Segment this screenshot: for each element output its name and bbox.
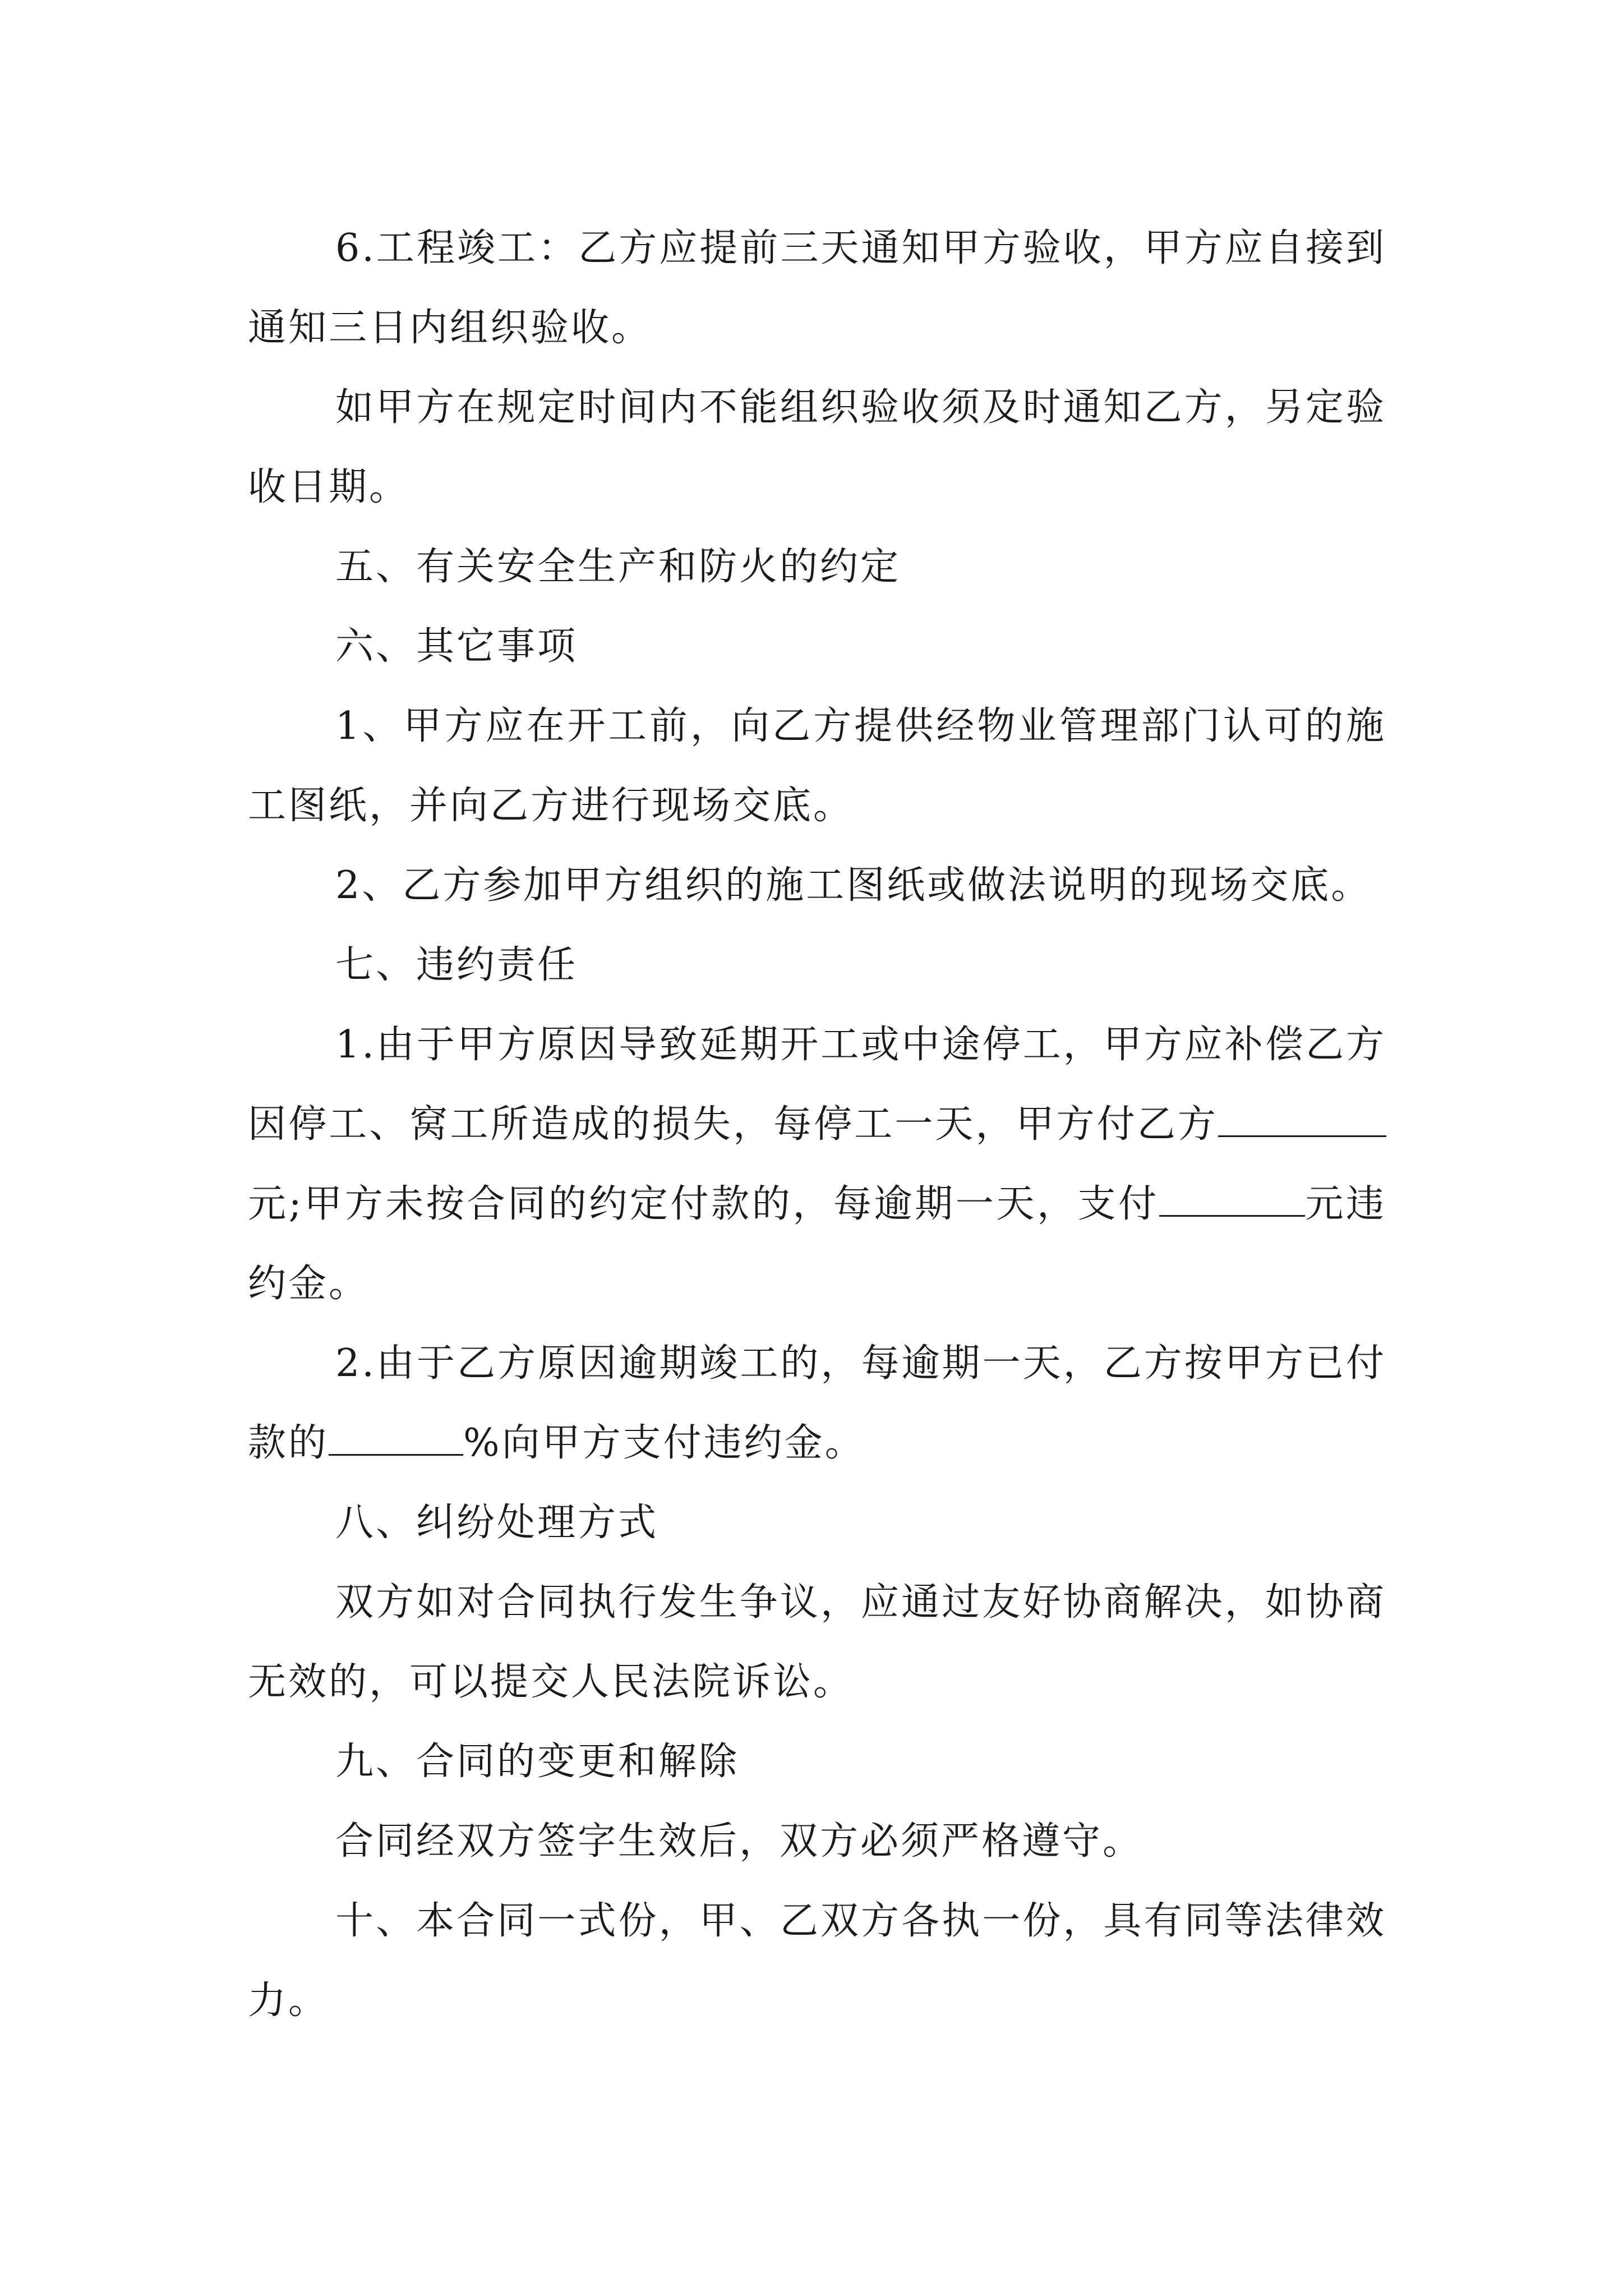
section-heading-other: 六、其它事项 xyxy=(335,624,578,669)
clause-text: %向甲方支付违约金。 xyxy=(463,1421,865,1465)
blank-line xyxy=(1159,1186,1305,1217)
clause-text: 元;甲方未按合同的约定付款的，每逾期一天，支付 xyxy=(248,1182,1159,1226)
clause-acceptance-delay: 如甲方在规定时间内不能组织验收须及时通知乙方，另定验收日期。 xyxy=(248,385,1386,509)
section-heading-safety: 五、有关安全生产和防火的约定 xyxy=(335,545,901,589)
section-heading-amendment: 九、合同的变更和解除 xyxy=(335,1740,740,1784)
clause-drawings: 1、甲方应在开工前，向乙方提供经物业管理部门认可的施工图纸，并向乙方进行现场交底。 xyxy=(248,704,1386,828)
clause-text: 2.由于乙方原因逾期竣工的，每逾期一天，乙方按甲方已付款的 xyxy=(248,1341,1386,1465)
document-body xyxy=(248,209,1386,2041)
blank-line xyxy=(1218,1106,1386,1137)
clause-party-b-liability xyxy=(248,1324,1386,1483)
section-heading-dispute: 八、纠纷处理方式 xyxy=(335,1501,659,1545)
clause-completion: 6.工程竣工：乙方应提前三天通知甲方验收，甲方应自接到通知三日内组织验收。 xyxy=(248,226,1386,350)
clause-text: 1.由于甲方原因导致延期开工或中途停工，甲方应补偿乙方因停工、窝工所造成的损失，每停工一天，甲方付乙方 xyxy=(248,1023,1386,1147)
clause-amendment: 合同经双方签字生效后，双方必须严格遵守。 xyxy=(335,1819,1144,1864)
blank-line xyxy=(329,1425,463,1456)
clause-dispute: 双方如对合同执行发生争议，应通过友好协商解决，如协商无效的，可以提交人民法院诉讼。 xyxy=(248,1580,1386,1704)
clause-text: 元违约金。 xyxy=(248,1182,1386,1306)
clause-briefing: 2、乙方参加甲方组织的施工图纸或做法说明的现场交底。 xyxy=(335,863,1372,908)
clause-party-a-liability xyxy=(248,1005,1386,1324)
clause-copies: 十、本合同一式份，甲、乙双方各执一份，具有同等法律效力。 xyxy=(248,1899,1386,2023)
section-heading-liability: 七、违约责任 xyxy=(335,943,578,987)
